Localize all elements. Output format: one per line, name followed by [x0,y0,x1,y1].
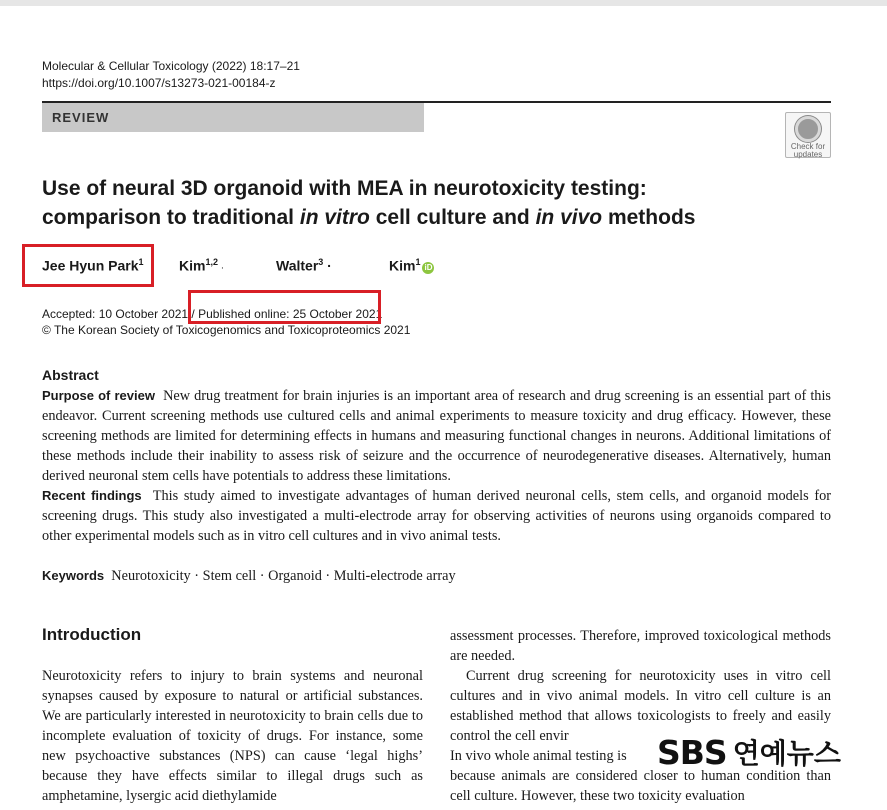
sbs-watermark-logo [657,733,841,771]
journal-citation: Molecular & Cellular Toxicology (2022) 18:17–21 [42,59,300,73]
keywords-text: Neurotoxicity · Stem cell · Organoid · Multi-electrode array [111,568,456,584]
author-1-affiliation: 1 [138,257,144,267]
orcid-icon[interactable]: iD [424,262,433,272]
purpose-label: Purpose of review [42,388,155,403]
accepted-date: Accepted: 10 October 2021 / [42,307,199,321]
intro-right-p3: In vivo whole animal testing is [450,748,627,764]
author-2[interactable] [179,257,224,274]
highlight-box-published [188,290,381,324]
highlight-box-author [22,244,154,287]
copyright: © The Korean Society of Toxicogenomics and Toxicoproteomics 2021 [42,323,411,337]
article-title [42,174,832,232]
title-line-2 [42,203,832,232]
keywords [42,566,456,586]
author-4-name: Kim [389,257,416,274]
title-seg-e: methods [602,206,696,229]
author-3-separator: · [323,257,332,274]
title-seg-b: in vitro [299,206,370,229]
intro-left-column: Neurotoxicity refers to injury to brain systems and neuronal synapses caused by exposure to natural or artificial substances. We are particularly interested in neurotoxicity to brain cells due to incomplete evaluation of toxicity of drugs. For instance, some new psychoactive substances (NPS) can cause ‘legal highs’ because they have effects similar to illegal drugs such as amphetamine, lysergic acid diethylamide [42,668,423,804]
author-1-name: Jee Hyun Park [42,257,139,274]
author-2-separator: · [217,262,225,274]
abstract-heading: Abstract [42,367,99,383]
author-4-affiliation: 1 [415,257,421,267]
author-4[interactable] [389,257,434,274]
article-type-band: REVIEW [42,103,424,132]
author-3-affiliation: 3 [318,257,324,267]
published-date: Published online: 25 October 2021 [198,307,383,321]
intro-right-p4: because animals are considered closer to human condition than cell culture. However, these two toxicity evaluation [450,768,831,804]
intro-right-p1: assessment processes. Therefore, improved toxicological methods are needed. [450,628,831,664]
author-2-affiliation: 1,2 [205,257,218,267]
update-check-icon [795,116,821,142]
watermark-label: 연예뉴스 [732,737,841,770]
journal-header [42,58,300,92]
watermark-brand: SBS [657,732,727,772]
findings-label: Recent findings [42,488,142,503]
author-3[interactable] [276,257,332,274]
introduction-heading: Introduction [42,625,142,644]
title-seg-c: cell culture and [369,206,536,229]
intro-right-p2: Current drug screening for neurotoxicity uses in vitro cell cultures and in vivo animal models. In vitro cell culture is an established method that allows toxicologists to freely and easily control the cell envir [450,668,831,744]
abstract-body [42,386,831,546]
check-updates-line2: updates [793,150,823,159]
purpose-text: New drug treatment for brain injuries is an important area of research and drug screening is an essential part of this endeavor. Current screening methods use cultured cells and animal experiments to measure toxicity and drug efficacy. However, these screening methods are limited for determining effects in humans and measuring functional changes in neurons. Additional limitations of these methods include their inability to assess risk of seizure and the occurrence of neurodegenerative diseases. Alternatively, human derived neuronal stem cells have potentials to address these limitations. [42,388,831,484]
top-bar [0,0,887,6]
title-line-1: Use of neural 3D organoid with MEA in neurotoxicity testing: [42,177,647,200]
author-3-name: Walter [276,257,319,274]
author-2-name: Kim [179,257,206,274]
title-seg-a: comparison to traditional [42,206,300,229]
doi-link[interactable]: https://doi.org/10.1007/s13273-021-00184-z [42,76,276,90]
check-for-updates-badge[interactable] [785,112,831,158]
findings-text: This study aimed to investigate advantages of human derived neuronal cells, stem cells, and organoid models for screening drugs. This study also investigated a multi-electrode array for observing activities of neurons using organoids compared to other experimental models such as in vitro cell cultures and in vivo animal tests. [42,488,831,544]
title-seg-d: in vivo [535,206,603,229]
intro-right-column [450,626,831,806]
check-updates-line1: Check for [790,142,826,151]
keywords-label: Keywords [42,568,105,583]
